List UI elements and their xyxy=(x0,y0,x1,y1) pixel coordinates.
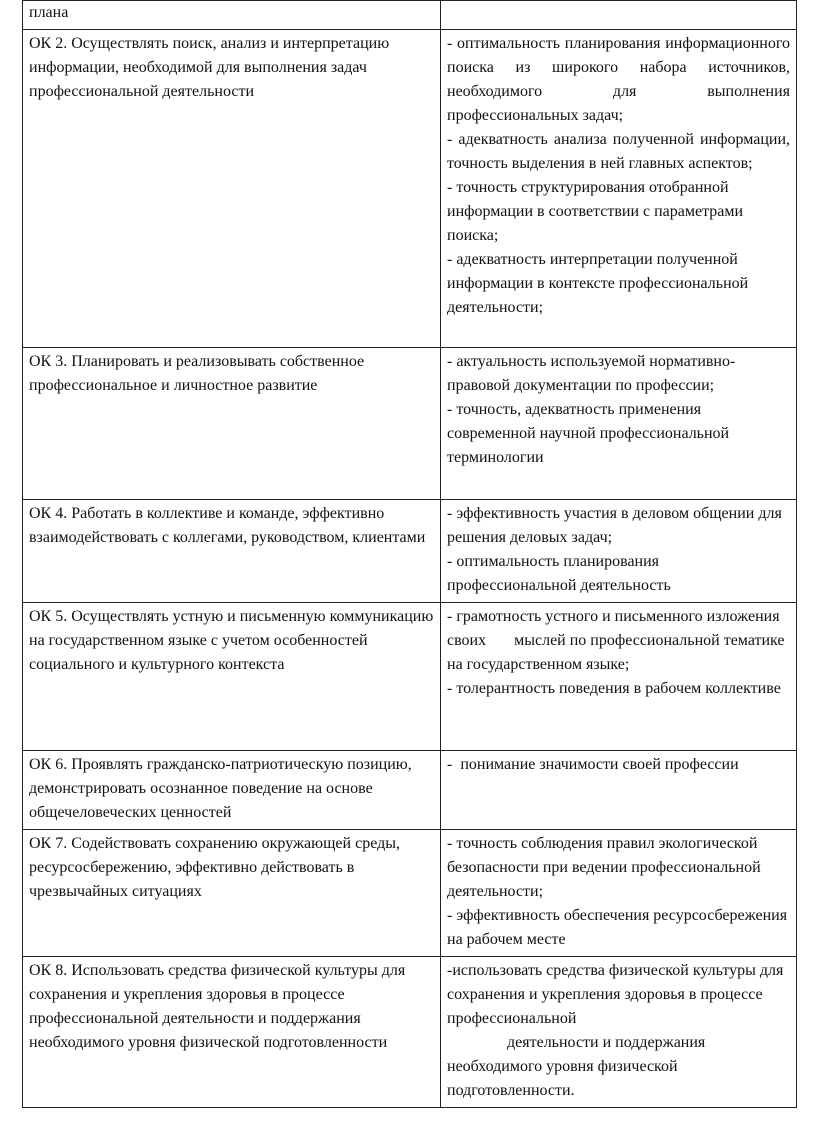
indicators-cell xyxy=(441,751,797,830)
indicator-item: - эффективность участия в деловом общении для решения деловых задач; xyxy=(447,505,782,546)
indicator-item: - актуальность используемой нормативно-правовой документации по профессии; xyxy=(447,353,736,394)
table-row xyxy=(23,603,797,751)
competency-cell: ОК 3. Планировать и реализовывать собственное профессиональное и личностное развитие xyxy=(23,348,441,500)
indicators-cell xyxy=(441,348,797,500)
indicator-item: деятельности и поддержания необходимого уровня физической подготовленности. xyxy=(447,1034,706,1099)
indicator-item: - точность, адекватность применения современной научной профессиональной терминологии xyxy=(447,401,730,466)
table-row xyxy=(23,751,797,830)
table-row xyxy=(23,30,797,348)
indicator-item: - эффективность обеспечения ресурсосбережения на рабочем месте xyxy=(447,907,788,948)
indicator-item: - толерантность поведения в рабочем коллективе xyxy=(447,680,781,697)
table-row xyxy=(23,348,797,500)
table-row xyxy=(23,957,797,1108)
competency-cell: ОК 2. Осуществлять поиск, анализ и интерпретацию информации, необходимой для выполнения задач профессиональной деятельности xyxy=(23,30,441,348)
indicators-cell xyxy=(441,500,797,603)
table-cell-competency: плана xyxy=(23,1,441,30)
indicator-item: - понимание значимости своей профессии xyxy=(447,756,739,773)
indicators-cell xyxy=(441,830,797,957)
table-row xyxy=(23,500,797,603)
indicator-item: - адекватность интерпретации полученной информации в контексте профессиональной деятельности; xyxy=(447,251,749,316)
table-row xyxy=(23,830,797,957)
indicator-item: - грамотность устного и письменного изложения своих мыслей по профессиональной тематике на государственном языке; xyxy=(447,608,789,673)
indicator-item: - точность соблюдения правил экологической безопасности при ведении профессиональной деятельности; xyxy=(447,835,761,900)
indicator-item: - адекватность анализа полученной информации, точность выделения в ней главных аспектов; xyxy=(447,131,790,172)
indicator-item: - точность структурирования отобранной информации в соответствии с параметрами поиска; xyxy=(447,179,744,244)
competency-cell: ОК 8. Использовать средства физической культуры для сохранения и укрепления здоровья в процессе профессиональной деятельности и поддержания необходимого уровня физической подготовленности xyxy=(23,957,441,1108)
indicator-item: -использовать средства физической культуры для сохранения и укрепления здоровья в процессе профессиональной xyxy=(447,962,784,1027)
indicators-cell xyxy=(441,603,797,751)
table-row xyxy=(23,1,797,30)
competency-cell: ОК 7. Содействовать сохранению окружающей среды, ресурсосбережению, эффективно действовать в чрезвычайных ситуациях xyxy=(23,830,441,957)
indicators-cell xyxy=(441,30,797,348)
table-cell-indicators xyxy=(441,1,797,30)
indicators-cell xyxy=(441,957,797,1108)
indicator-item: - оптимальность планирования профессиональной деятельность xyxy=(447,553,671,594)
competency-cell: ОК 4. Работать в коллективе и команде, эффективно взаимодействовать с коллегами, руководством, клиентами xyxy=(23,500,441,603)
indicator-item: - оптимальность планирования информационного поиска из широкого набора источников, необходимого для выполнения профессиональных задач; xyxy=(447,35,790,124)
competency-cell: ОК 5. Осуществлять устную и письменную коммуникацию на государственном языке с учетом особенностей социального и культурного контекста xyxy=(23,603,441,751)
competency-table xyxy=(22,0,797,1108)
competency-cell: ОК 6. Проявлять гражданско-патриотическую позицию, демонстрировать осознанное поведение на основе общечеловеческих ценностей xyxy=(23,751,441,830)
